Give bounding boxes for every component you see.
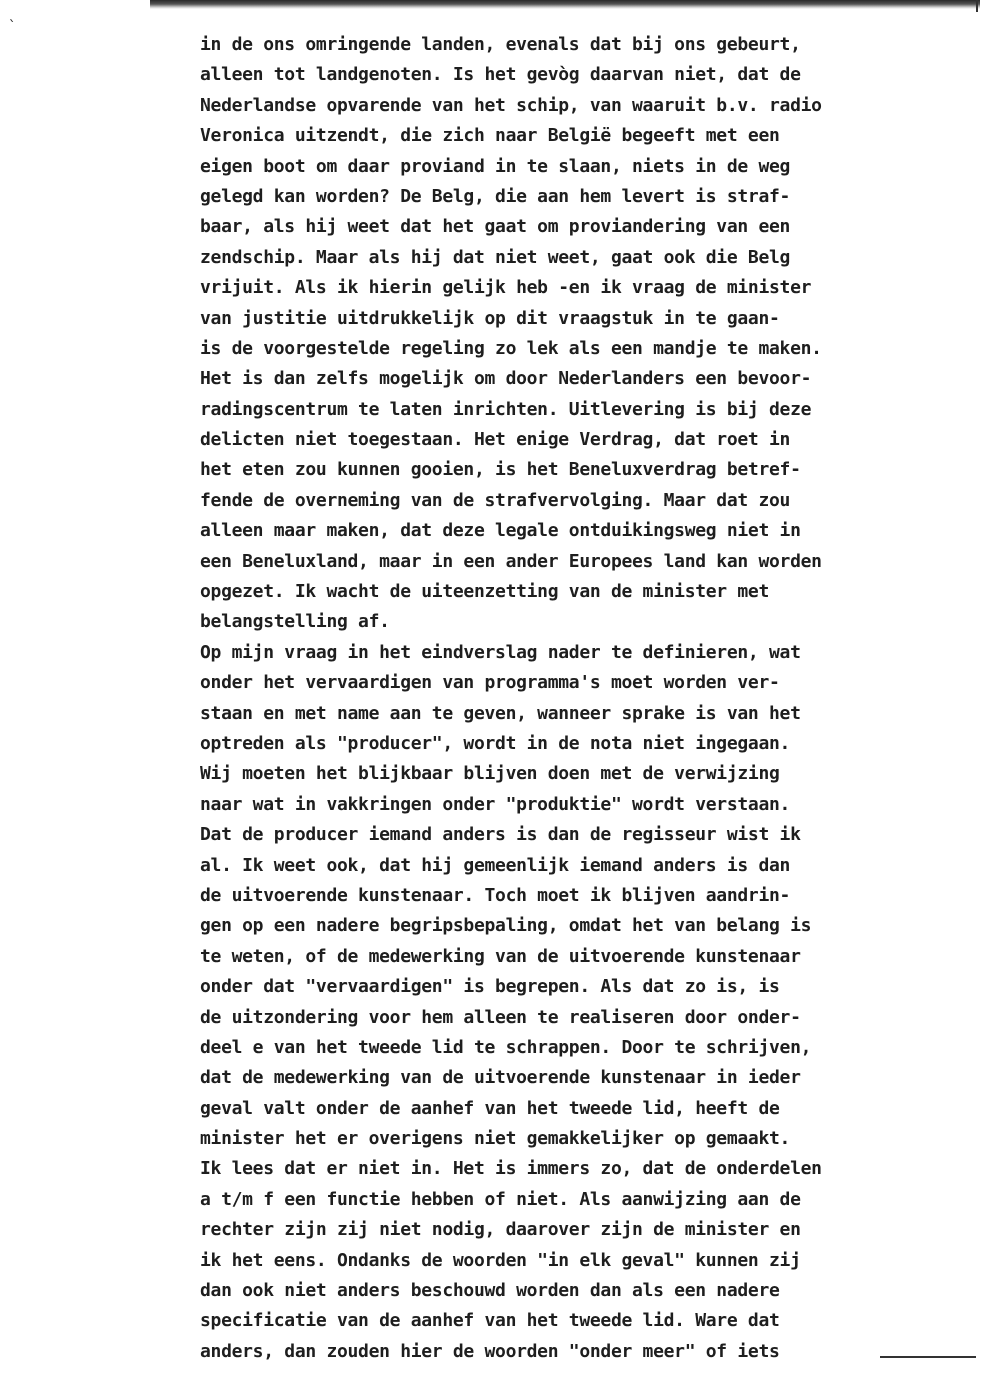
text-line: deel e van het tweede lid te schrappen. Door te schrijven, [200,1036,812,1058]
scan-corner-speck: ` [8,19,17,35]
text-line: een Beneluxland, maar in een ander Europees land kan worden [200,550,822,572]
text-line: dan ook niet anders beschouwd worden dan als een nadere [200,1280,780,1302]
text-line: de uitvoerende kunstenaar. Toch moet ik blijven aandrin- [200,884,791,906]
text-line: Ik lees dat er niet in. Het is immers zo, dat de onderdelen [200,1158,822,1180]
scan-top-edge-shadow [150,0,980,9]
text-line: zendschip. Maar als hij dat niet weet, gaat ook die Belg [200,246,791,268]
text-line: de uitzondering voor hem alleen te realiseren door onder- [200,1006,801,1028]
text-line: Veronica uitzendt, die zich naar België begeeft met een [200,125,780,147]
text-line: Het is dan zelfs mogelijk om door Nederlanders een bevoor- [200,368,812,390]
text-line: gelegd kan worden? De Belg, die aan hem levert is straf- [200,185,791,207]
scan-edge-mark [976,0,978,12]
text-line: baar, als hij weet dat het gaat om proviandering van een [200,216,791,238]
text-line: optreden als "producer", wordt in de nota niet ingegaan. [200,732,791,754]
text-line: anders, dan zouden hier de woorden "onder meer" of iets [200,1340,780,1362]
text-line: staan en met name aan te geven, wanneer sprake is van het [200,702,801,724]
text-line: te weten, of de medewerking van de uitvoerende kunstenaar [200,945,801,967]
text-line: het eten zou kunnen gooien, is het Beneluxverdrag betref- [200,459,801,481]
text-line: rechter zijn zij niet nodig, daarover zijn de minister en [200,1219,801,1241]
text-line: dat de medewerking van de uitvoerende kunstenaar in ieder [200,1067,801,1089]
text-line: a t/m f een functie hebben of niet. Als aanwijzing aan de [200,1188,801,1210]
text-line: Dat de producer iemand anders is dan de regisseur wist ik [200,824,801,846]
text-line: eigen boot om daar proviand in te slaan, niets in de weg [200,155,791,177]
text-line: delicten niet toegestaan. Het enige Verdrag, dat roet in [200,429,791,451]
text-line: van justitie uitdrukkelijk op dit vraagstuk in te gaan- [200,307,780,329]
text-line: onder dat "vervaardigen" is begrepen. Als dat zo is, is [200,976,780,998]
text-line: minister het er overigens niet gemakkelijker op gemaakt. [200,1128,791,1150]
text-line: gen op een nadere begripsbepaling, omdat het van belang is [200,915,812,937]
text-line: vrijuit. Als ik hierin gelijk heb -en ik vraag de minister [200,277,812,299]
text-line: ik het eens. Ondanks de woorden "in elk geval" kunnen zij [200,1249,801,1271]
text-line: al. Ik weet ook, dat hij gemeenlijk iemand anders is dan [200,854,791,876]
text-line: geval valt onder de aanhef van het tweede lid, heeft de [200,1097,780,1119]
text-line: Nederlandse opvarende van het schip, van waaruit b.v. radio [200,94,822,116]
text-line: alleen tot landgenoten. Is het gevòg daarvan niet, dat de [200,64,801,86]
text-line: alleen maar maken, dat deze legale ontduikingsweg niet in [200,520,801,542]
page-end-rule [880,1356,976,1358]
typewritten-text-body [200,30,940,1367]
text-line: is de voorgestelde regeling zo lek als een mandje te maken. [200,337,822,359]
text-line: Op mijn vraag in het eindverslag nader te definieren, wat [200,641,801,663]
text-line: radingscentrum te laten inrichten. Uitlevering is bij deze [200,398,812,420]
text-line: specificatie van de aanhef van het tweede lid. Ware dat [200,1310,780,1332]
text-line: belangstelling af. [200,611,390,633]
text-line: naar wat in vakkringen onder "produktie" wordt verstaan. [200,793,791,815]
text-line: Wij moeten het blijkbaar blijven doen met de verwijzing [200,763,780,785]
text-line: opgezet. Ik wacht de uiteenzetting van de minister met [200,581,769,603]
text-line: onder het vervaardigen van programma's moet worden ver- [200,672,780,694]
text-line: in de ons omringende landen, evenals dat bij ons gebeurt, [200,34,801,55]
text-line: fende de overneming van de strafvervolging. Maar dat zou [200,489,791,511]
